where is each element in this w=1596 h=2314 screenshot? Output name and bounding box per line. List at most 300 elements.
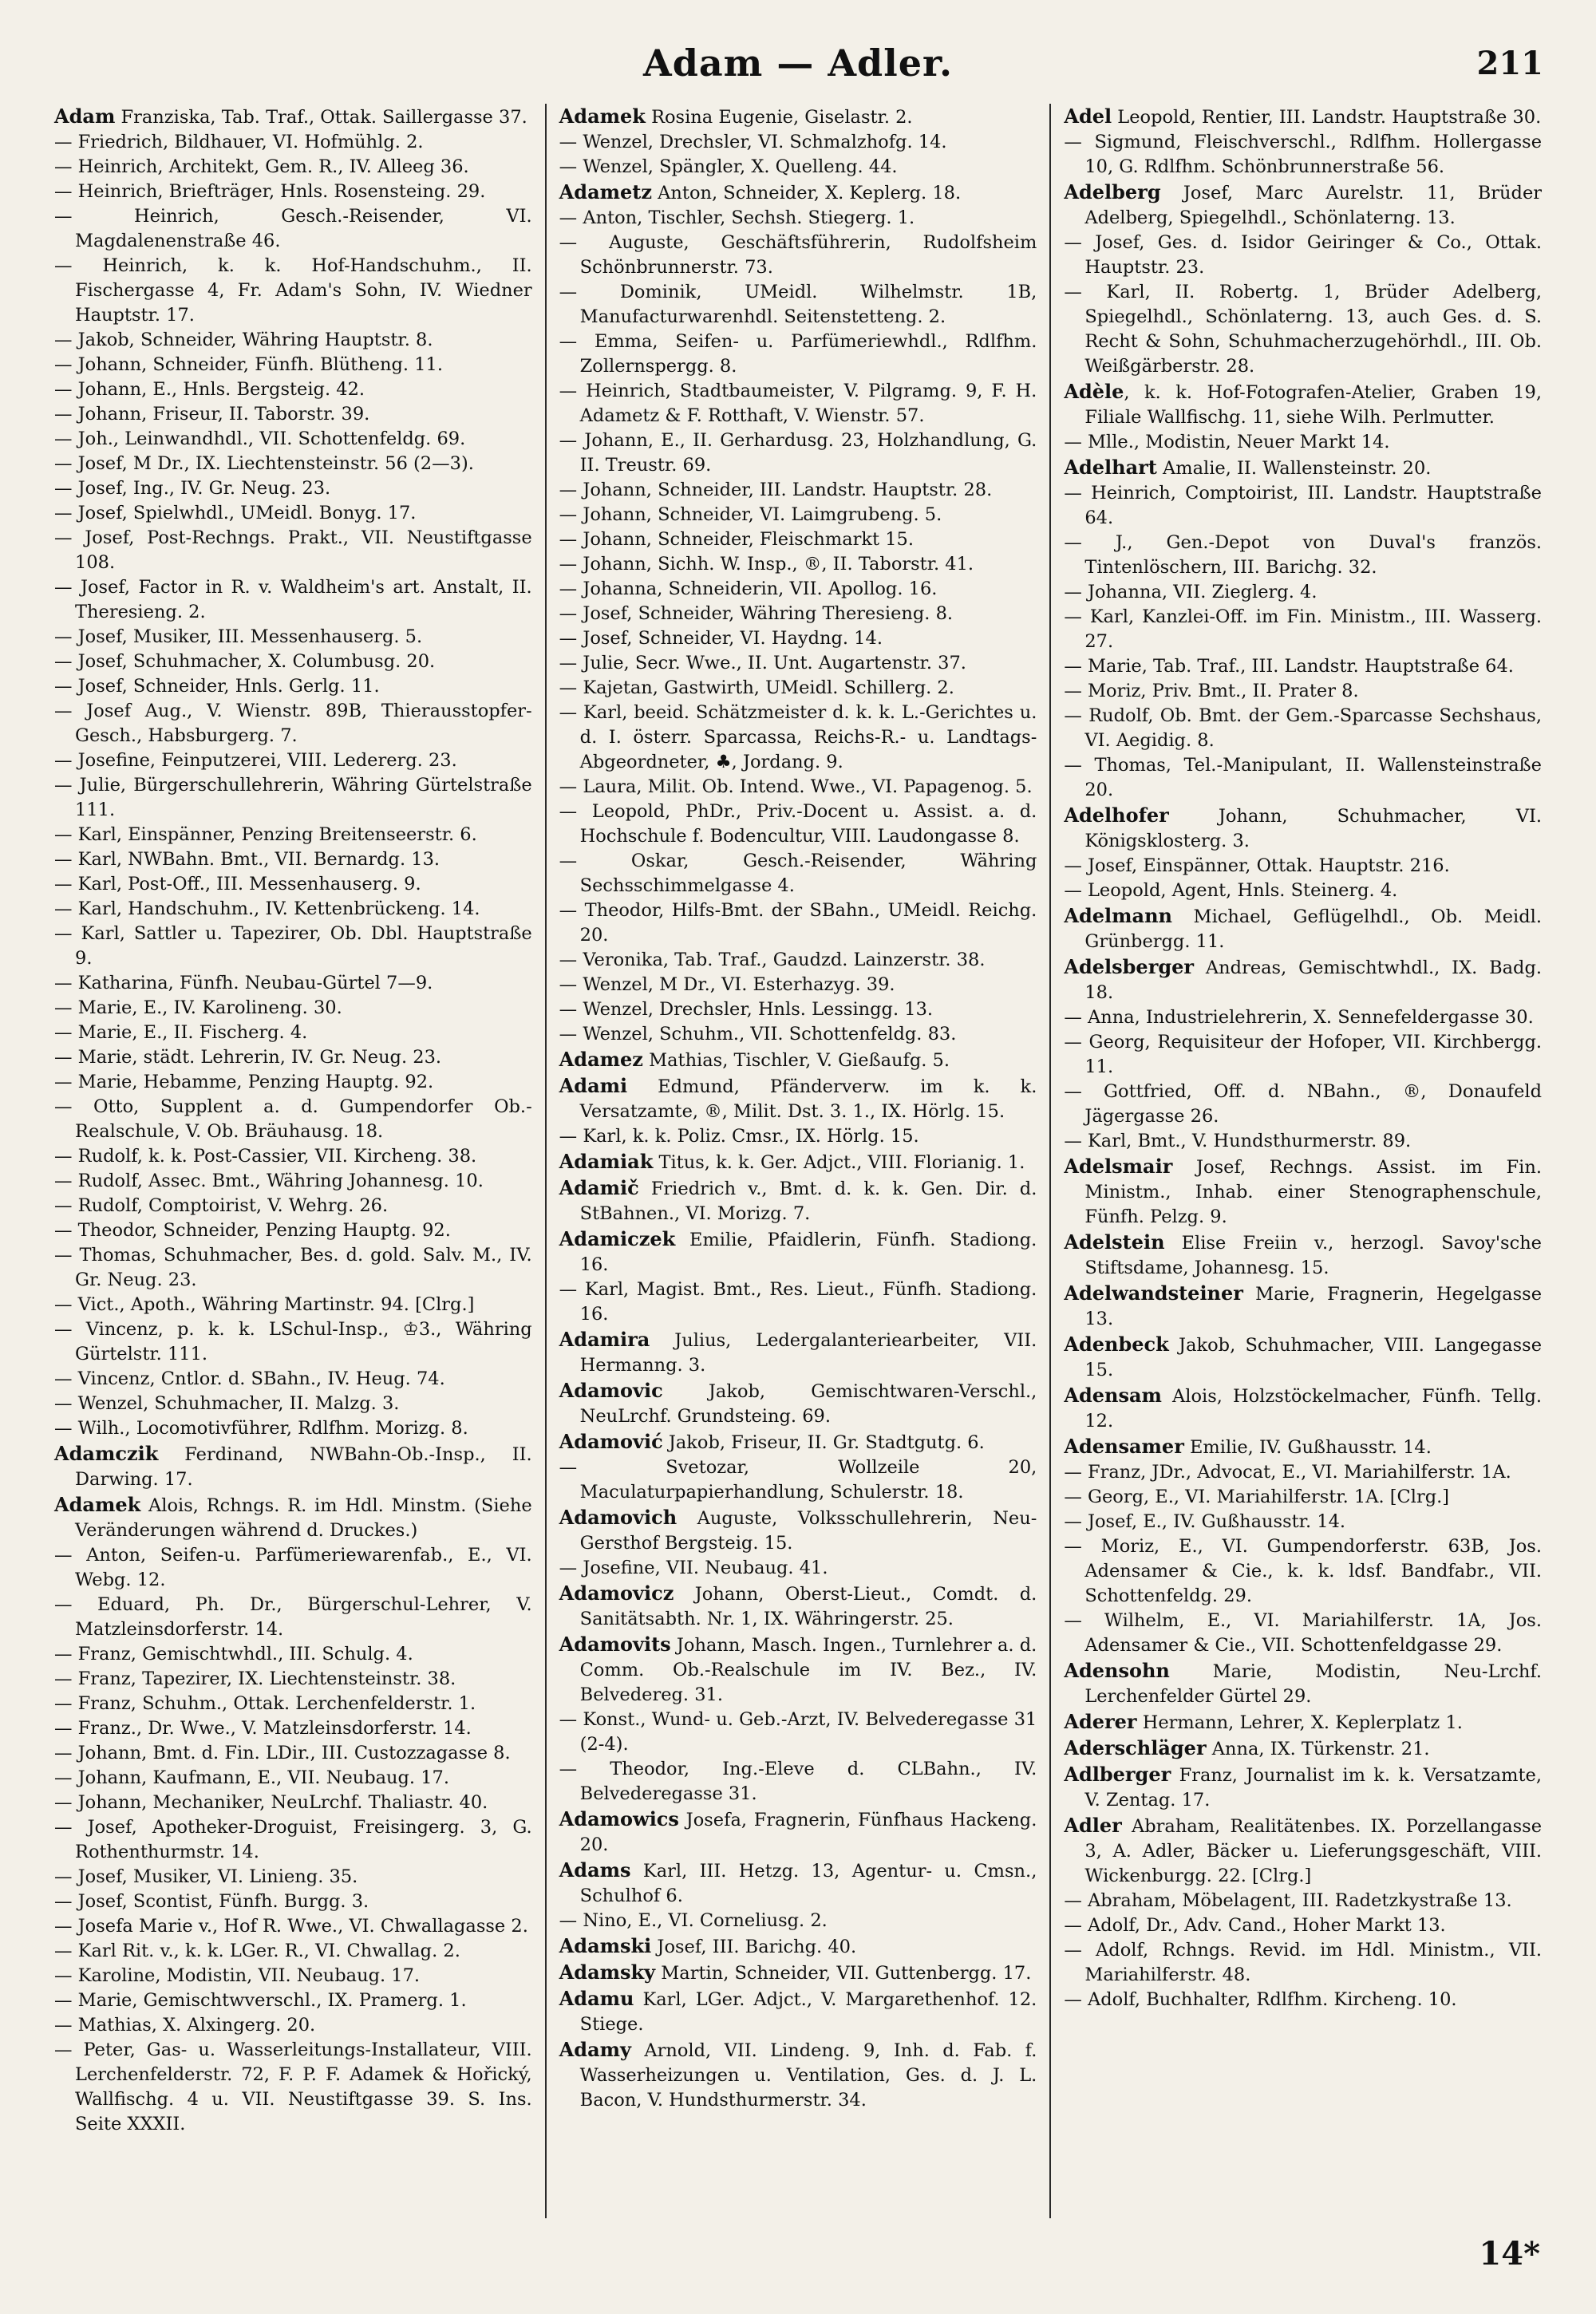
directory-entry-sub (1064, 1510, 1542, 1534)
entry-text: — Johann, Schneider, III. Landstr. Hauptstr. 28. (559, 480, 993, 500)
entry-text: — Wenzel, Schuhmacher, II. Malzg. 3. (54, 1393, 400, 1414)
directory-entry-main (559, 1429, 1037, 1455)
directory-entry-main (559, 1175, 1037, 1226)
directory-entry-main (559, 1933, 1037, 1960)
entry-text: — Rudolf, Comptoirist, V. Wehrg. 26. (54, 1195, 389, 1216)
entry-text: — J., Gen.-Depot von Duval's französ. Tintenlöschern, III. Barichg. 32. (1064, 532, 1543, 578)
directory-entry-sub (559, 676, 1037, 701)
entry-text: — Wilhelm, E., VI. Mariahilferstr. 1A, Jos. Adensamer & Cie., VII. Schottenfeldgasse 29. (1064, 1610, 1543, 1656)
directory-entry-main (1064, 903, 1542, 954)
entry-surname: Adametz (559, 180, 653, 203)
directory-entry-main (1064, 1813, 1542, 1889)
directory-entry-sub (54, 996, 532, 1021)
entry-text: — Karl, Sattler u. Tapezirer, Ob. Dbl. Hauptstraße 9. (54, 923, 532, 969)
directory-entry-sub (559, 155, 1037, 180)
directory-entry-sub (1064, 1080, 1542, 1129)
entry-text: — Emma, Seifen- u. Parfümeriewhdl., Rdlfhm. Zollernspergg. 8. (559, 331, 1037, 377)
directory-entry-main (1064, 104, 1542, 130)
directory-entry-sub (1064, 1485, 1542, 1510)
entry-text: Jakob, Friseur, II. Gr. Stadtgutg. 6. (662, 1432, 985, 1453)
directory-entry-sub (559, 503, 1037, 527)
directory-entry-sub (1064, 130, 1542, 180)
entry-text: Julius, Ledergalanteriearbeiter, VII. Hermanng. 3. (579, 1330, 1037, 1376)
entry-surname: Adamovits (559, 1633, 671, 1656)
directory-entry-sub (54, 1865, 532, 1890)
entry-text: — Wenzel, Schuhm., VII. Schottenfeldg. 83. (559, 1024, 957, 1044)
entry-surname: Adamu (559, 1987, 634, 2010)
entry-text: — Karl, Bmt., V. Hundsthurmerstr. 89. (1064, 1131, 1412, 1151)
directory-entry-sub (559, 898, 1037, 948)
entry-text: — Thomas, Tel.-Manipulant, II. Wallensteinstraße 20. (1064, 755, 1543, 800)
entry-text: — Auguste, Geschäftsführerin, Rudolfsheim Schönbrunnerstr. 73. (559, 232, 1037, 278)
directory-entry-main (559, 1073, 1037, 1124)
directory-entry-sub (54, 1914, 532, 1939)
entry-text: — Moriz, E., VI. Gumpendorferstr. 63B, Jos. Adensamer & Cie., k. k. ldsf. Bandfabr., VII. Schottenfeldg. 29. (1064, 1536, 1543, 1606)
entry-text: — Laura, Milit. Ob. Intend. Wwe., VI. Papagenog. 5. (559, 776, 1033, 797)
entry-text: — Theodor, Hilfs-Bmt. der SBahn., UMeidl. Reichg. 20. (559, 900, 1037, 946)
directory-entry-sub (1064, 654, 1542, 679)
directory-columns (41, 104, 1555, 2218)
column-right (1049, 104, 1555, 2218)
entry-text: — Wenzel, M Dr., VI. Esterhazyg. 39. (559, 974, 895, 995)
directory-entry-sub (559, 577, 1037, 602)
directory-entry-sub (54, 1642, 532, 1667)
directory-entry-sub (54, 872, 532, 897)
directory-entry-sub (54, 452, 532, 476)
entry-text: — Leopold, PhDr., Priv.-Docent u. Assist. a. d. Hochschule f. Bodencultur, VIII. Laudongasse 8. (559, 801, 1037, 847)
entry-surname: Adamira (559, 1328, 650, 1351)
entry-text: — Josef, Post-Rechngs. Prakt., VII. Neustiftgasse 108. (54, 527, 532, 573)
directory-entry-main (559, 1807, 1037, 1858)
entry-text: Titus, k. k. Ger. Adjct., VIII. Florianig. 1. (653, 1152, 1025, 1173)
entry-text: — Johann, Friseur, II. Taborstr. 39. (54, 404, 370, 424)
entry-text: Josefa, Fragnerin, Fünfhaus Hackeng. 20. (579, 1810, 1037, 1855)
directory-entry-sub (54, 847, 532, 872)
entry-surname: Adamek (559, 105, 646, 128)
directory-entry-main (559, 1047, 1037, 1073)
entry-text: — Adolf, Dr., Adv. Cand., Hoher Markt 13. (1064, 1915, 1446, 1936)
directory-entry-sub (54, 1766, 532, 1791)
entry-text: Anton, Schneider, X. Keplerg. 18. (652, 183, 962, 203)
directory-entry-sub (54, 1593, 532, 1642)
entry-surname: Adamič (559, 1176, 639, 1199)
entry-text: Jakob, Schuhmacher, VIII. Langegasse 15. (1084, 1335, 1543, 1380)
directory-entry-sub (559, 379, 1037, 428)
directory-entry-sub (54, 402, 532, 427)
entry-text: — Johanna, Schneiderin, VII. Apollog. 16. (559, 578, 938, 599)
entry-text: — Josef, Einspänner, Ottak. Hauptstr. 216. (1064, 855, 1450, 876)
entry-text: — Johann, E., Hnls. Bergsteig. 42. (54, 379, 365, 400)
entry-text: — Nino, E., VI. Corneliusg. 2. (559, 1910, 828, 1931)
directory-entry-sub (559, 626, 1037, 651)
directory-entry-sub (54, 130, 532, 155)
entry-text: — Julie, Secr. Wwe., II. Unt. Augartenstr. 37. (559, 653, 966, 673)
entry-surname: Adamovich (559, 1506, 678, 1529)
directory-entry-sub (559, 1556, 1037, 1581)
entry-surname: Adamiczek (559, 1227, 676, 1250)
column-left (41, 104, 545, 2218)
entry-text: — Julie, Bürgerschullehrerin, Währing Gürtelstraße 111. (54, 775, 532, 820)
directory-entry-sub (54, 1045, 532, 1070)
entry-surname: Adel (1064, 105, 1112, 128)
entry-text: Michael, Geflügelhdl., Ob. Meidl. Grünbergg. 11. (1084, 906, 1543, 952)
entry-text: — Karl Rit. v., k. k. LGer. R., VI. Chwallag. 2. (54, 1941, 460, 1961)
directory-entry-sub (54, 897, 532, 922)
directory-entry-main (1064, 1762, 1542, 1813)
directory-entry-sub (1064, 854, 1542, 879)
directory-entry-sub (54, 1692, 532, 1716)
entry-text: — Abraham, Möbelagent, III. Radetzkystraße 13. (1064, 1890, 1512, 1911)
entry-text: — Josef, Schuhmacher, X. Columbusg. 20. (54, 651, 436, 672)
entry-text: — Adolf, Buchhalter, Rdlfhm. Kircheng. 10. (1064, 1989, 1457, 2010)
directory-entry-sub (54, 1741, 532, 1766)
entry-text: — Anton, Tischler, Sechsh. Stiegerg. 1. (559, 207, 915, 228)
entry-text: — Eduard, Ph. Dr., Bürgerschul-Lehrer, V. Matzleinsdorferstr. 14. (54, 1594, 532, 1640)
directory-entry-sub (54, 1169, 532, 1194)
entry-text: — Joh., Leinwandhdl., VII. Schottenfeldg. 69. (54, 428, 466, 449)
directory-entry-sub (54, 773, 532, 823)
entry-text: — Marie, E., IV. Karolineng. 30. (54, 997, 342, 1018)
directory-entry-sub (54, 2013, 532, 2038)
directory-entry-sub (559, 552, 1037, 577)
entry-text: — Franz, JDr., Advocat, E., VI. Mariahilferstr. 1A. (1064, 1462, 1511, 1483)
directory-entry-sub (54, 155, 532, 180)
entry-text: — Georg, E., VI. Mariahilferstr. 1A. [Clrg.] (1064, 1487, 1450, 1507)
directory-entry-sub (1064, 1460, 1542, 1485)
entry-surname: Aderer (1064, 1710, 1137, 1733)
entry-text: Amalie, II. Wallensteinstr. 20. (1156, 458, 1432, 479)
directory-entry-sub (1064, 1005, 1542, 1030)
directory-entry-main (1064, 1154, 1542, 1230)
directory-entry-sub (1064, 753, 1542, 803)
directory-entry-sub (54, 328, 532, 353)
entry-text: Marie, Modistin, Neu-Lrchf. Lerchenfelder Gürtel 29. (1084, 1661, 1543, 1707)
entry-text: — Theodor, Ing.-Eleve d. CLBahn., IV. Belvederegasse 31. (559, 1759, 1037, 1804)
directory-entry-sub (54, 674, 532, 699)
directory-entry-main (559, 1505, 1037, 1556)
directory-entry-sub (559, 478, 1037, 503)
entry-surname: Adelhofer (1064, 804, 1169, 827)
directory-entry-main (559, 1632, 1037, 1708)
directory-entry-sub (1064, 1534, 1542, 1609)
entry-text: — Karl, Magist. Bmt., Res. Lieut., Fünfh. Stadiong. 16. (559, 1279, 1037, 1325)
directory-entry-main (559, 1327, 1037, 1378)
entry-text: — Johann, Schneider, Fleischmarkt 15. (559, 529, 914, 550)
entry-text: Hermann, Lehrer, X. Keplerplatz 1. (1136, 1712, 1463, 1733)
entry-text: Emilie, IV. Gußhausstr. 14. (1183, 1437, 1432, 1458)
directory-entry-sub (559, 231, 1037, 280)
entry-text: Ferdinand, NWBahn-Ob.-Insp., II. Darwing. 17. (75, 1444, 532, 1490)
directory-entry-main (559, 1581, 1037, 1632)
directory-entry-main (1064, 1281, 1542, 1332)
entry-text: Arnold, VII. Lindeng. 9, Inh. d. Fab. f. Wasserheizungen u. Ventilation, Ges. d. J. L. Bacon, V. Hundsthurmerstr. 34. (579, 2040, 1037, 2111)
directory-entry-sub (54, 699, 532, 748)
directory-entry-sub (54, 501, 532, 526)
entry-text: — Vict., Apoth., Währing Martinstr. 94. [Clrg.] (54, 1294, 475, 1315)
entry-text: — Rudolf, Ob. Bmt. der Gem.-Sparcasse Sechshaus, VI. Aegidig. 8. (1064, 705, 1543, 751)
entry-surname: Adensamer (1064, 1435, 1184, 1458)
entry-text: — Heinrich, Stadtbaumeister, V. Pilgramg. 9, F. H. Adametz & F. Rotthaft, V. Wienstr. 57. (559, 381, 1037, 426)
entry-text: Karl, LGer. Adjct., V. Margarethenhof. 12. Stiege. (579, 1989, 1037, 2035)
directory-entry-sub (54, 823, 532, 847)
directory-entry-main (1064, 180, 1542, 231)
entry-text: — Josef, Ing., IV. Gr. Neug. 23. (54, 478, 331, 499)
entry-text: — Josefa Marie v., Hof R. Wwe., VI. Chwallagasse 2. (54, 1916, 528, 1937)
directory-entry-sub (1064, 879, 1542, 903)
entry-text: — Karl, Post-Off., III. Messenhauserg. 9. (54, 874, 421, 894)
directory-entry-main (559, 2037, 1037, 2113)
entry-text: — Mlle., Modistin, Neuer Markt 14. (1064, 432, 1390, 452)
entry-text: — Jakob, Schneider, Währing Hauptstr. 8. (54, 330, 433, 350)
directory-entry-sub (54, 575, 532, 625)
directory-entry-sub (1064, 1889, 1542, 1913)
directory-entry-sub (54, 1890, 532, 1914)
entry-text: Marie, Fragnerin, Hegelgasse 13. (1084, 1284, 1543, 1329)
entry-text: — Johann, Schneider, Fünfh. Blütheng. 11. (54, 354, 443, 375)
directory-entry-sub (54, 1667, 532, 1692)
directory-entry-sub (54, 353, 532, 377)
entry-text: — Josefine, Feinputzerei, VIII. Ledererg. 23. (54, 750, 457, 771)
directory-entry-sub (1064, 605, 1542, 654)
entry-text: — Leopold, Agent, Hnls. Steinerg. 4. (1064, 880, 1398, 901)
entry-text: — Vincenz, Cntlor. d. SBahn., IV. Heug. 74. (54, 1368, 445, 1389)
entry-text: Karl, III. Hetzg. 13, Agentur- u. Cmsn., Schulhof 6. (579, 1861, 1037, 1906)
entry-surname: Adelsberger (1064, 955, 1195, 978)
directory-entry-main (1064, 1434, 1542, 1460)
entry-text: , k. k. Hof-Fotografen-Atelier, Graben 19, Filiale Wallfischg. 11, siehe Wilh. Perlmutter. (1084, 382, 1543, 428)
directory-entry-sub (1064, 1030, 1542, 1080)
directory-entry-sub (54, 1988, 532, 2013)
directory-entry-main (1064, 379, 1542, 430)
directory-entry-sub (54, 1095, 532, 1144)
entry-surname: Adamovic (559, 1379, 663, 1402)
directory-entry-sub (54, 1964, 532, 1988)
entry-surname: Adelstein (1064, 1230, 1165, 1254)
directory-entry-sub (54, 427, 532, 452)
entry-text: Josef, III. Barichg. 40. (651, 1937, 857, 1957)
page-number: 211 (1476, 45, 1543, 82)
directory-entry-sub (559, 800, 1037, 849)
directory-entry-main (559, 1960, 1037, 1986)
entry-text: — Karl, NWBahn. Bmt., VII. Bernardg. 13. (54, 849, 440, 870)
entry-text: — Johann, E., II. Gerhardusg. 23, Holzhandlung, G. II. Treustr. 69. (559, 430, 1037, 476)
directory-entry-sub (54, 254, 532, 328)
directory-entry-sub (54, 526, 532, 575)
directory-entry-sub (1064, 1129, 1542, 1154)
entry-text: Anna, IX. Türkenstr. 21. (1206, 1739, 1430, 1759)
entry-text: — Kajetan, Gastwirth, UMeidl. Schillerg. 2. (559, 677, 954, 698)
directory-entry-sub (559, 651, 1037, 676)
entry-text: — Johann, Mechaniker, NeuLrchf. Thaliastr. 40. (54, 1792, 488, 1813)
directory-entry-sub (54, 1243, 532, 1293)
directory-entry-sub (54, 1791, 532, 1815)
entry-surname: Adelwandsteiner (1064, 1281, 1243, 1305)
entry-text: — Marie, Tab. Traf., III. Landstr. Hauptstraße 64. (1064, 656, 1514, 677)
directory-entry-sub (54, 1317, 532, 1367)
directory-entry-sub (1064, 1609, 1542, 1658)
entry-text: — Marie, E., II. Fischerg. 4. (54, 1022, 308, 1043)
directory-entry-main (1064, 1230, 1542, 1281)
directory-entry-main (1064, 1332, 1542, 1383)
entry-text: — Franz., Dr. Wwe., V. Matzleinsdorferstr. 14. (54, 1718, 472, 1739)
directory-entry-sub (559, 206, 1037, 231)
directory-entry-sub (559, 428, 1037, 478)
directory-entry-sub (1064, 679, 1542, 704)
entry-surname: Adamović (559, 1430, 663, 1453)
entry-text: Leopold, Rentier, III. Landstr. Hauptstraße 30. (1112, 107, 1542, 128)
entry-text: — Peter, Gas- u. Wasserleitungs-Installateur, VIII. Lerchenfelderstr. 72, F. P. F. Adamek & Hořický, Wallfischg. 4 u. VII. Neustiftgasse 39. S. Ins. Seite XXXII. (54, 2040, 532, 2134)
entry-text: — Josef, Apotheker-Droguist, Freisingerg. 3, G. Rothenthurmstr. 14. (54, 1817, 532, 1862)
entry-text: — Wenzel, Spängler, X. Quelleng. 44. (559, 156, 898, 177)
signature-mark: 14* (1479, 2235, 1540, 2273)
entry-text: — Johann, Kaufmann, E., VII. Neubaug. 17. (54, 1767, 449, 1788)
entry-text: — Josefine, VII. Neubaug. 41. (559, 1558, 828, 1578)
entry-text: — Karl, k. k. Poliz. Cmsr., IX. Hörlg. 15. (559, 1126, 919, 1147)
directory-entry-main (559, 1226, 1037, 1277)
entry-text: Martin, Schneider, VII. Guttenbergg. 17. (655, 1963, 1032, 1984)
entry-text: — Adolf, Rchngs. Revid. im Hdl. Ministm., VII. Mariahilferstr. 48. (1064, 1940, 1543, 1985)
entry-text: — Johann, Schneider, VI. Laimgrubeng. 5. (559, 504, 942, 525)
entry-surname: Adamowics (559, 1807, 679, 1830)
entry-surname: Adamek (54, 1493, 141, 1516)
entry-text: — Josef, E., IV. Gußhausstr. 14. (1064, 1511, 1346, 1532)
entry-text: — Josef, Scontist, Fünfh. Burgg. 3. (54, 1891, 369, 1912)
entry-surname: Adelhart (1064, 456, 1157, 479)
directory-entry-sub (559, 701, 1037, 775)
entry-text: — Sigmund, Fleischverschl., Rdlfhm. Hollergasse 10, G. Rdlfhm. Schönbrunnerstraße 56. (1064, 132, 1543, 177)
directory-entry-sub (1064, 481, 1542, 531)
entry-surname: Adamski (559, 1934, 652, 1957)
entry-surname: Adams (559, 1858, 631, 1882)
entry-text: — Marie, städt. Lehrerin, IV. Gr. Neug. 23. (54, 1047, 442, 1068)
entry-text: Franziska, Tab. Traf., Ottak. Saillergasse 37. (115, 107, 527, 128)
entry-text: — Heinrich, Comptoirist, III. Landstr. Hauptstraße 64. (1064, 483, 1543, 528)
entry-surname: Adami (559, 1074, 628, 1097)
entry-text: — Gottfried, Off. d. NBahn., ®, Donaufeld Jägergasse 26. (1064, 1081, 1543, 1127)
entry-text: — Georg, Requisiteur der Hofoper, VII. Kirchbergg. 11. (1064, 1032, 1543, 1077)
directory-entry-sub (54, 204, 532, 254)
entry-text: — Josef, Musiker, III. Messenhauserg. 5. (54, 626, 423, 647)
directory-entry-sub (559, 1708, 1037, 1757)
entry-surname: Adenbeck (1064, 1333, 1169, 1356)
entry-text: — Josef, Musiker, VI. Linieng. 35. (54, 1866, 358, 1887)
directory-entry-sub (54, 1021, 532, 1045)
entry-text: — Mathias, X. Alxingerg. 20. (54, 2015, 316, 2036)
entry-text: Alois, Holzstöckelmacher, Fünfh. Tellg. 12. (1084, 1386, 1543, 1431)
directory-entry-main (1064, 1709, 1542, 1736)
entry-text: — Karl, Handschuhm., IV. Kettenbrückeng. 14. (54, 898, 480, 919)
directory-entry-main (559, 1149, 1037, 1175)
directory-entry-sub (559, 1022, 1037, 1047)
entry-text: — Heinrich, Gesch.-Reisender, VI. Magdalenenstraße 46. (54, 206, 532, 251)
entry-surname: Adensam (1064, 1384, 1162, 1407)
entry-text: — Rudolf, k. k. Post-Cassier, VII. Kircheng. 38. (54, 1146, 477, 1167)
entry-text: — Oskar, Gesch.-Reisender, Währing Sechsschimmelgasse 4. (559, 851, 1037, 896)
entry-surname: Adamczik (54, 1442, 159, 1465)
directory-entry-sub (1064, 1913, 1542, 1938)
directory-entry-sub (559, 602, 1037, 626)
directory-entry-main (559, 1858, 1037, 1909)
directory-entry-main (1064, 1736, 1542, 1762)
entry-text: — Josef, Factor in R. v. Waldheim's art. Anstalt, II. Theresieng. 2. (54, 577, 532, 622)
entry-text: Franz, Journalist im k. k. Versatzamte, V. Zentag. 17. (1084, 1765, 1543, 1811)
entry-text: — Wenzel, Drechsler, VI. Schmalzhofg. 14. (559, 132, 947, 152)
entry-text: — Josef, Ges. d. Isidor Geiringer & Co., Ottak. Hauptstr. 23. (1064, 232, 1543, 278)
entry-text: — Johanna, VII. Zieglerg. 4. (1064, 582, 1317, 602)
entry-surname: Adler (1064, 1814, 1122, 1837)
running-head: Adam — Adler. (643, 41, 953, 85)
entry-text: — Josef, Schneider, Hnls. Gerlg. 11. (54, 676, 380, 697)
entry-text: — Anna, Industrielehrerin, X. Sennefeldergasse 30. (1064, 1007, 1534, 1028)
entry-text: — Katharina, Fünfh. Neubau-Gürtel 7—9. (54, 973, 433, 993)
entry-surname: Adensohn (1064, 1659, 1170, 1682)
directory-entry-main (1064, 455, 1542, 481)
directory-entry-sub (559, 1277, 1037, 1327)
entry-text: — Josef, Schneider, VI. Haydng. 14. (559, 628, 883, 649)
entry-text: — Karl, beeid. Schätzmeister d. k. k. L.-Gerichtes u. d. I. österr. Sparcassa, Reichs-R.- u. Landtags-Abgeordneter, ♣, Jordang. 9. (559, 702, 1037, 772)
entry-text: — Thomas, Schuhmacher, Bes. d. gold. Salv. M., IV. Gr. Neug. 23. (54, 1245, 532, 1290)
directory-entry-sub (559, 1757, 1037, 1807)
entry-text: — Karl, Einspänner, Penzing Breitenseerstr. 6. (54, 824, 477, 845)
directory-entry-main (559, 1986, 1037, 2037)
directory-entry-sub (54, 180, 532, 204)
entry-text: — Konst., Wund- u. Geb.-Arzt, IV. Belvederegasse 31 (2-4). (559, 1709, 1037, 1755)
directory-entry-sub (1064, 1938, 1542, 1988)
directory-entry-sub (559, 280, 1037, 330)
directory-entry-sub (54, 1716, 532, 1741)
directory-entry-sub (1064, 1988, 1542, 2012)
page-header (41, 0, 1555, 96)
entry-surname: Adèle (1064, 380, 1124, 403)
entry-surname: Aderschläger (1064, 1736, 1207, 1759)
entry-text: — Veronika, Tab. Traf., Gaudzd. Lainzerstr. 38. (559, 950, 986, 970)
directory-entry-sub (54, 650, 532, 674)
entry-text: — Friedrich, Bildhauer, VI. Hofmühlg. 2. (54, 132, 424, 152)
directory-entry-sub (559, 1455, 1037, 1505)
entry-text: — Moriz, Priv. Bmt., II. Prater 8. (1064, 681, 1359, 701)
directory-entry-sub (54, 377, 532, 402)
entry-text: — Karl, II. Robertg. 1, Brüder Adelberg, Spiegelhdl., Schönlaterng. 13, auch Ges. d. S. Recht & Sohn, Schuhmacherzugehörhdl., III. Ob. Weißgärberstr. 28. (1064, 282, 1543, 377)
directory-entry-sub (559, 849, 1037, 898)
directory-entry-sub (54, 748, 532, 773)
entry-text: — Wilh., Locomotivführer, Rdlfhm. Morizg. 8. (54, 1418, 468, 1439)
directory-entry-sub (559, 1124, 1037, 1149)
entry-text: — Svetozar, Wollzeile 20, Maculaturpapierhandlung, Schulerstr. 18. (559, 1457, 1037, 1503)
entry-text: Johann, Oberst-Lieut., Comdt. d. Sanitätsabth. Nr. 1, IX. Währingerstr. 25. (579, 1584, 1037, 1629)
entry-surname: Adamiak (559, 1150, 654, 1173)
directory-entry-sub (1064, 430, 1542, 455)
directory-entry-sub (54, 1218, 532, 1243)
directory-entry-sub (54, 2038, 532, 2137)
directory-entry-sub (54, 1815, 532, 1865)
directory-entry-sub (1064, 704, 1542, 753)
directory-entry-sub (54, 1194, 532, 1218)
entry-text: — Rudolf, Assec. Bmt., Währing Johannesg. 10. (54, 1171, 484, 1191)
directory-entry-sub (54, 1367, 532, 1392)
entry-surname: Adamez (559, 1048, 643, 1071)
entry-text: Elise Freiin v., herzogl. Savoy'sche Stiftsdame, Johannesg. 15. (1084, 1233, 1543, 1278)
directory-entry-sub (559, 527, 1037, 552)
directory-entry-sub (1064, 280, 1542, 379)
entry-text: Josef, Marc Aurelstr. 11, Brüder Adelberg, Spiegelhdl., Schönlaterng. 13. (1084, 183, 1543, 228)
entry-text: — Heinrich, Architekt, Gem. R., IV. Alleeg 36. (54, 156, 469, 177)
entry-text: — Franz, Gemischtwhdl., III. Schulg. 4. (54, 1644, 413, 1664)
directory-entry-main (54, 1492, 532, 1543)
entry-text: Andreas, Gemischtwhdl., IX. Badg. 18. (1084, 958, 1543, 1003)
entry-text: Josef, Rechngs. Assist. im Fin. Ministm., Inhab. einer Stenographenschule, Fünfh. Pelzg. 9. (1084, 1157, 1543, 1227)
directory-entry-sub (559, 130, 1037, 155)
entry-text: — Wenzel, Drechsler, Hnls. Lessingg. 13. (559, 999, 934, 1020)
